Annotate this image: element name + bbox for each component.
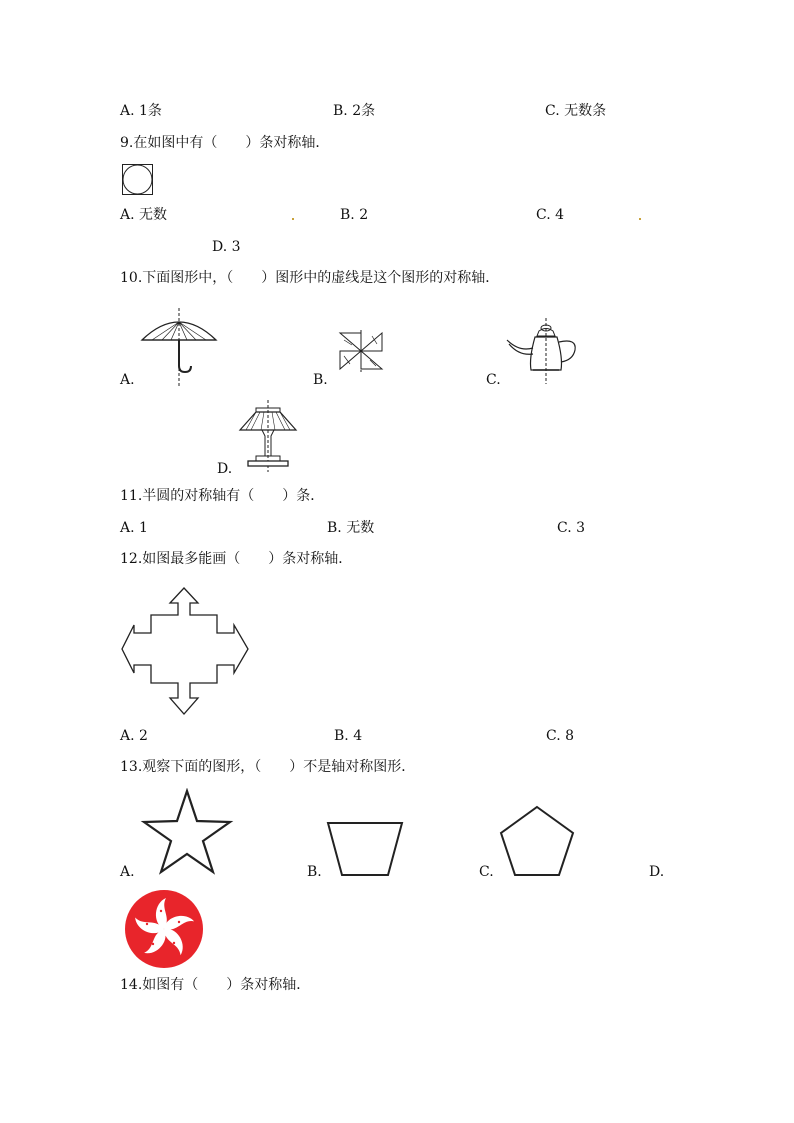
dot-mark xyxy=(639,218,641,220)
q12-option-c: C. 8 xyxy=(546,728,575,744)
q9-option-d: D. 3 xyxy=(212,239,241,255)
q9-square-circle-figure xyxy=(121,163,155,197)
q9-question: 9.在如图中有（ ）条对称轴． xyxy=(120,135,330,151)
q13-question: 13.观察下面的图形，（ ）不是轴对称图形． xyxy=(120,759,416,775)
q8-option-c: C. 无数条 xyxy=(545,103,607,119)
q11-option-c: C. 3 xyxy=(557,520,586,536)
q12-option-b: B. 4 xyxy=(334,728,363,744)
dot-mark xyxy=(292,218,294,220)
teapot-icon xyxy=(505,318,581,384)
q13-option-d: D. xyxy=(649,864,665,880)
q11-option-b: B. 无数 xyxy=(327,520,375,536)
q9-option-c: C. 4 xyxy=(536,207,565,223)
pentagon-icon xyxy=(498,804,576,878)
q13-option-a: A. xyxy=(120,864,135,880)
q10-option-b: B. xyxy=(313,372,328,388)
bauhinia-flag-icon xyxy=(124,889,204,969)
q9-option-b: B. 2 xyxy=(340,207,369,223)
q10-option-a: A. xyxy=(120,372,135,388)
q13-option-b: B. xyxy=(307,864,322,880)
q10-option-c: C. xyxy=(486,372,501,388)
q8-option-a: A. 1条 xyxy=(120,103,162,119)
q13-option-c: C. xyxy=(479,864,494,880)
q8-option-b: B. 2条 xyxy=(333,103,376,119)
umbrella-icon xyxy=(138,308,220,388)
star-icon xyxy=(140,788,234,876)
q11-option-a: A. 1 xyxy=(120,520,148,536)
q9-option-a: A. 无数 xyxy=(120,207,168,223)
q11-question: 11.半圆的对称轴有（ ）条． xyxy=(120,488,325,504)
table-lamp-icon xyxy=(236,400,300,472)
q10-question: 10.下面图形中，（ ）图形中的虚线是这个图形的对称轴． xyxy=(120,270,500,286)
q10-option-d: D. xyxy=(217,461,233,477)
q12-question: 12.如图最多能画（ ）条对称轴． xyxy=(120,551,353,567)
q12-option-a: A. 2 xyxy=(120,728,148,744)
q14-question: 14.如图有（ ）条对称轴． xyxy=(120,977,311,993)
cross-arrow-figure xyxy=(120,586,250,716)
pinwheel-icon xyxy=(332,330,390,372)
trapezoid-icon xyxy=(326,820,404,878)
